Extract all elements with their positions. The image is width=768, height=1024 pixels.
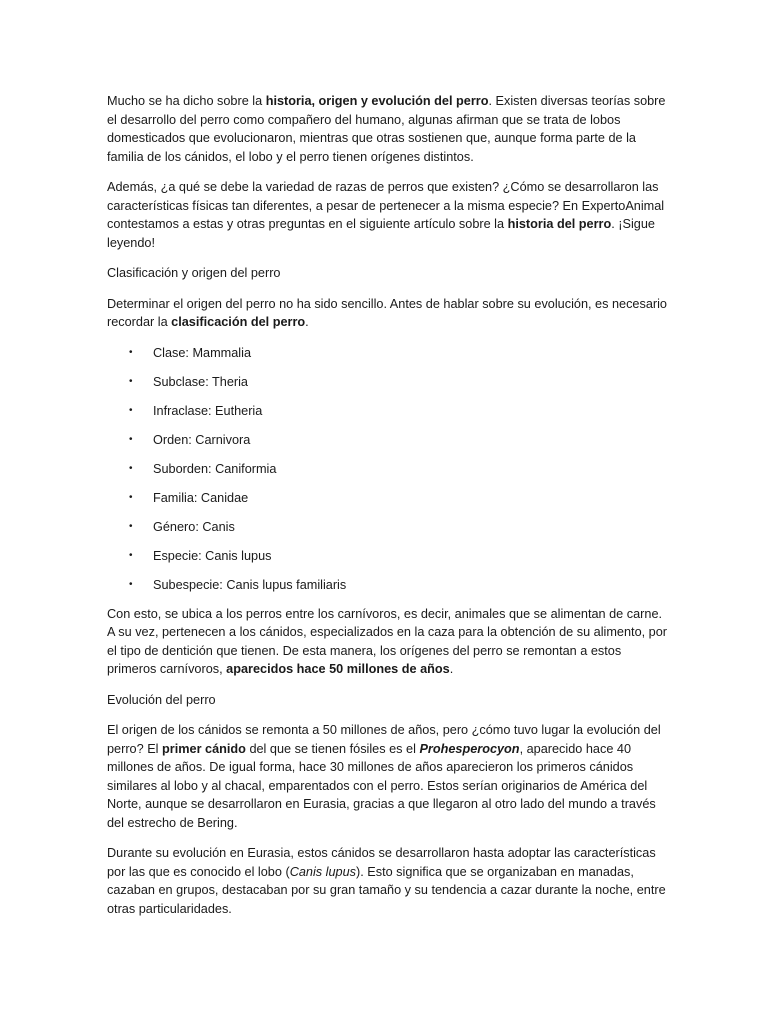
text-span: .: [449, 662, 454, 676]
list-item-text: Suborden: Caniformia: [153, 461, 277, 476]
text-span: del que se tienen fósiles es el: [245, 741, 420, 756]
bullet-icon: •: [129, 433, 133, 445]
bold-text: primer cánido: [162, 741, 246, 756]
italic-text: Canis lupus: [289, 864, 356, 879]
heading-classification: Clasificación y origen del perro: [107, 266, 281, 280]
italic-bold-text: Prohesperocyon: [419, 741, 520, 756]
paragraph-eurasia: [107, 844, 667, 918]
bold-text: aparecidos hace 50 millones de años: [226, 662, 450, 676]
text-span: El origen de los cánidos se remonta a 50 millones de años, pero ¿cómo tuvo lugar la evolución del perro? El: [107, 723, 661, 756]
list-item: [107, 373, 667, 392]
list-item-text: Infraclase: Eutheria: [153, 403, 263, 418]
list-item: [107, 344, 667, 363]
text-span: . ¡Sigue leyendo!: [107, 217, 655, 250]
list-item: [107, 547, 667, 566]
text-span: Con esto, se ubica a los perros entre los carnívoros, es decir, animales que se alimentan de carne. A su vez, pertenecen a los cánidos, especializados en la caza para la obtención de su alimento, por el tipo de dentición que tienen. De esta manera, los orígenes del perro se remontan a estos primeros carnívoros,: [107, 606, 668, 676]
text-span: Determinar el origen del perro no ha sido sencillo. Antes de hablar sobre su evolución, es necesario recordar la: [107, 296, 667, 329]
text-span: , aparecido hace 40 millones de años. De igual forma, hace 30 millones de años aparecieron los primeros cánidos similares al lobo y al chacal, emparentados con el perro. Estos serían originarios de América del Norte, aunque se desarrollaron en Eurasia, gracias a que llegaron al otro lado del mundo a través del estrecho de Bering.: [107, 741, 656, 830]
text-span: . Existen diversas teorías sobre el desarrollo del perro como compañero del humano, algunas afirman que se trata de lobos domesticados que evolucionaron, mientras que otras sostienen que, aunque forma parte de la familia de los cánidos, el lobo y el perro tienen orígenes distintos.: [107, 94, 666, 164]
bullet-icon: •: [129, 375, 133, 387]
bullet-icon: •: [129, 404, 133, 416]
paragraph-evolution-origin: [107, 721, 667, 832]
list-item-text: Subclase: Theria: [153, 374, 248, 389]
list-item: [107, 576, 667, 595]
list-item-text: Familia: Canidae: [153, 490, 249, 505]
text-span: Además, ¿a qué se debe la variedad de razas de perros que existen? ¿Cómo se desarrollaron las características físicas tan diferentes, a pesar de pertenecer a la misma especie? En ExpertoAnimal contestamos a estas y otras preguntas en el siguiente artículo sobre la: [107, 180, 665, 231]
list-item-text: Especie: Canis lupus: [153, 548, 272, 563]
list-item: [107, 460, 667, 479]
list-item: [107, 489, 667, 508]
classification-list: [107, 344, 667, 595]
list-item-text: Clase: Mammalia: [153, 345, 251, 360]
bold-text: historia, origen y evolución del perro: [265, 94, 489, 108]
bold-text: historia del perro: [507, 217, 612, 231]
document-page: [107, 92, 667, 930]
text-span: ). Esto significa que se organizaban en manadas, cazaban en grupos, destacaban por su gran tamaño y su tendencia a cazar durante la noche, entre otras particularidades.: [107, 864, 666, 916]
bold-text: clasificación del perro: [171, 315, 306, 329]
heading-evolution: Evolución del perro: [107, 692, 216, 707]
text-span: .: [305, 315, 309, 329]
bullet-icon: •: [129, 549, 133, 561]
paragraph-intro: [107, 92, 667, 166]
list-item-text: Género: Canis: [153, 519, 235, 534]
text-span: Mucho se ha dicho sobre la: [107, 94, 266, 108]
bullet-icon: •: [129, 346, 133, 358]
text-span: Durante su evolución en Eurasia, estos cánidos se desarrollaron hasta adoptar las características por las que es conocido el lobo (: [107, 846, 656, 879]
list-item: [107, 431, 667, 450]
paragraph-carnivores: [107, 605, 667, 679]
list-item-text: Subespecie: Canis lupus familiaris: [153, 577, 347, 592]
list-item: [107, 518, 667, 537]
paragraph-classification-intro: [107, 295, 667, 332]
bullet-icon: •: [129, 520, 133, 532]
bullet-icon: •: [129, 491, 133, 503]
list-item: [107, 402, 667, 421]
paragraph-questions: [107, 178, 667, 252]
bullet-icon: •: [129, 462, 133, 474]
list-item-text: Orden: Carnivora: [153, 432, 251, 447]
bullet-icon: •: [129, 578, 133, 590]
